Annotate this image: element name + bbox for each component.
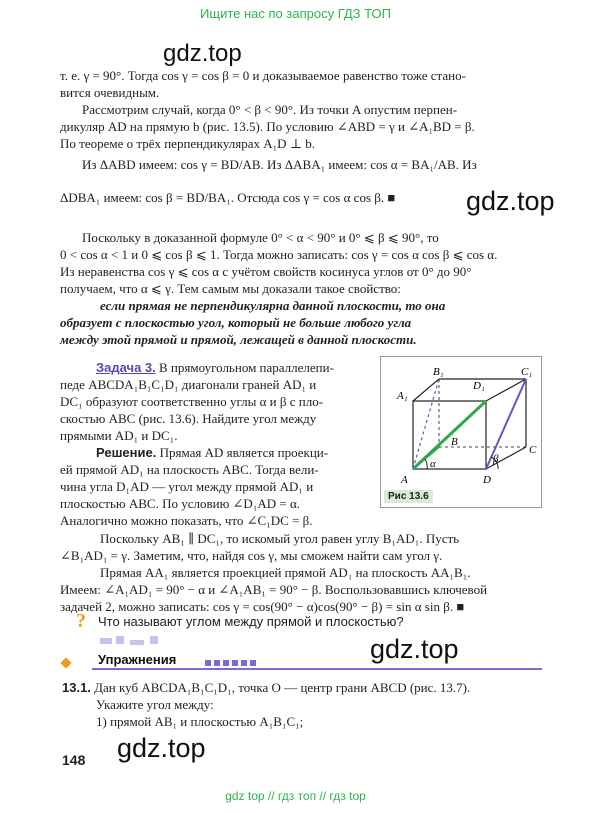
property-line: между этой прямой и прямой, лежащей в данной плоскости. xyxy=(60,332,417,347)
text-line: Рассмотрим случай, когда 0° < β < 90°. Из точки A опустим перпен- xyxy=(82,102,458,117)
text-line: Из ΔABD имеем: cos γ = BD/AB. Из ΔABA₁ имеем: cos α = BA₁/AB. Из xyxy=(82,157,477,172)
label-alpha: α xyxy=(430,458,436,470)
text-line: Поскольку в доказанной формуле 0° < α < 90° и 0° ⩽ β ⩽ 90°, то xyxy=(82,230,439,245)
figure-13-6 xyxy=(380,356,542,508)
label-d1: D₁ xyxy=(473,380,485,392)
text-line: задачей 2, можно записать: cos γ = cos(90° − α)cos(90° − β) = sin α sin β. ■ xyxy=(60,599,465,614)
watermark: gdz.top xyxy=(466,186,555,216)
task-line: педе ABCDA₁B₁C₁D₁ диагонали граней AD₁ и xyxy=(60,377,317,392)
page-number: 148 xyxy=(62,752,86,768)
question-icon: ? xyxy=(76,610,86,632)
text-line: 0 < cos α < 1 и 0 ⩽ cos β ⩽ 1. Тогда можно записать: cos γ = cos α cos β ⩽ cos α. xyxy=(60,247,498,262)
label-a: A xyxy=(401,474,408,486)
property-line: если прямая не перпендикулярна данной плоскости, то она xyxy=(100,298,446,313)
exercises-title: Упражнения xyxy=(98,652,177,667)
text-line: получаем, что α ⩽ γ. Тем самым мы доказали такое свойство: xyxy=(60,281,401,296)
text-line: дикуляр AD на прямую b (рис. 13.5). По условию ∠ABD = γ и ∠A₁BD = β. xyxy=(60,119,475,134)
text-line: Прямая AA₁ является проекцией прямой AD₁ на плоскость AA₁B₁. xyxy=(100,565,471,580)
diamond-icon xyxy=(60,657,71,668)
solution-line: плоскостью ABC. По условию ∠D₁AD = α. xyxy=(60,496,301,511)
exercise-line: 1) прямой AB₁ и плоскостью A₁B₁C₁; xyxy=(96,714,304,729)
label-b: B xyxy=(451,436,458,448)
text-line: т. е. γ = 90°. Тогда cos γ = cos β = 0 и доказываемое равенство тоже стано- xyxy=(60,68,466,83)
text-line: Поскольку AB₁ ∥ DC₁, то искомый угол равен углу B₁AD₁. Пусть xyxy=(100,531,460,546)
task-title: Задача 3. xyxy=(96,360,156,375)
angle-alpha-arc xyxy=(425,459,427,469)
text-line: По теореме о трёх перпендикулярах A₁D ⊥ b. xyxy=(60,136,316,151)
text-line: Имеем: ∠A₁AD₁ = 90° − α и ∠A₁AB₁ = 90° − β. Воспользовавшись ключевой xyxy=(60,582,488,597)
property-line: образует с плоскостью угол, который не больше любого угла xyxy=(60,315,412,330)
label-beta: β xyxy=(493,453,499,465)
exercise-item: 13.1. Дан куб ABCDA₁B₁C₁D₁, точка O — центр грани ABCD (рис. 13.7). xyxy=(62,680,471,695)
edge-d1c1 xyxy=(486,379,526,401)
solution-line: Аналогично можно показать, что ∠C₁DC = β. xyxy=(60,513,313,528)
solution-line: чина угла D₁AD — угол между прямой AD₁ и xyxy=(60,479,314,494)
edge-a1b1 xyxy=(413,379,439,401)
text-line: вится очевидным. xyxy=(60,85,160,100)
task-line: Задача 3. В прямоугольном параллелепи- xyxy=(96,360,334,375)
exercise-number: 13.1. xyxy=(62,680,91,695)
task-line: DC₁ образуют соответственно углы α и β с пло- xyxy=(60,394,324,409)
label-c1: C₁ xyxy=(521,366,533,378)
task-line: прямыми AD₁ и DC₁. xyxy=(60,428,178,443)
text-line: Из неравенства cos γ ⩽ cos α с учётом свойств косинуса углов от 0° до 90° xyxy=(60,264,472,279)
solution-line: Решение. Прямая AD является проекци- xyxy=(96,445,329,460)
diagonal-dc1 xyxy=(486,379,526,469)
text-line: ΔDBA₁ имеем: cos β = BD/BA₁. Отсюда cos γ = cos α cos β. ■ xyxy=(60,190,396,205)
solution-line: ей прямой AD₁ на плоскость ABC. Тогда вели- xyxy=(60,462,319,477)
watermark: gdz.top xyxy=(163,40,242,67)
exercise-line: Укажите угол между: xyxy=(96,697,214,712)
figure-caption: Рис 13.6 xyxy=(384,490,433,503)
label-c: C xyxy=(529,444,537,456)
label-d: D xyxy=(483,474,491,486)
label-a1: A₁ xyxy=(397,390,408,402)
cuboid-figure xyxy=(381,357,541,507)
task-line: скостью ABC (рис. 13.6). Найдите угол между xyxy=(60,411,317,426)
label-b1: B₁ xyxy=(433,366,444,378)
top-banner: Ищите нас по запросу ГДЗ ТОП xyxy=(200,6,391,21)
question-text: Что называют углом между прямой и плоскостью? xyxy=(98,614,404,629)
watermark: gdz.top xyxy=(370,634,459,664)
footer: gdz top // гдз топ // гдз top xyxy=(225,789,366,803)
solution-label: Решение. xyxy=(96,445,157,460)
watermark: gdz.top xyxy=(117,733,206,763)
text-line: ∠B₁AD₁ = γ. Заметим, что, найдя cos γ, мы сможем найти сам угол γ. xyxy=(60,548,443,563)
